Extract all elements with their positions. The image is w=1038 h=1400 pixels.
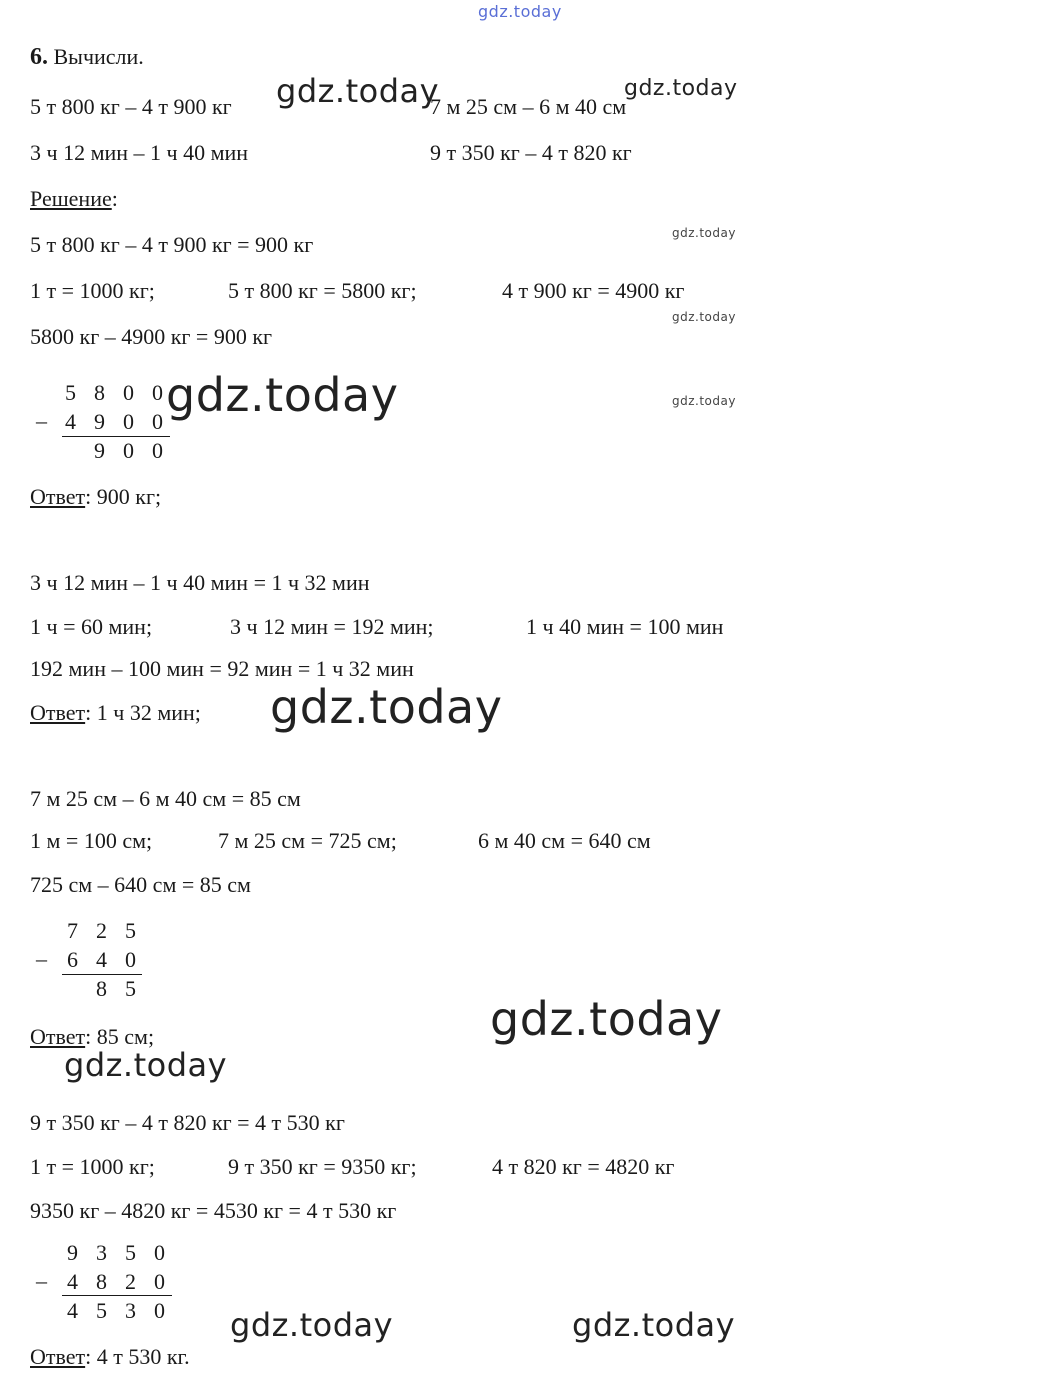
s3-column-subtraction [58,916,145,1003]
watermark-small: gdz.today [672,226,736,240]
s4-conversion-1: 1 т = 1000 кг; [30,1154,155,1179]
s1-col-result: 9 0 0 [94,438,163,463]
answer-label: Ответ [30,700,86,725]
s1-column-subtraction [56,378,172,465]
watermark: gdz.today [572,1306,736,1344]
s4-conversion-3: 4 т 820 кг = 4820 кг [492,1154,675,1179]
watermark-top: gdz.today [478,2,562,21]
s3-conversion-3: 6 м 40 см = 640 см [478,828,651,853]
solution-heading: Решение: [30,186,118,211]
s4-equation: 9 т 350 кг – 4 т 820 кг = 4 т 530 кг [30,1110,345,1135]
s2-conversion-2: 3 ч 12 мин = 192 мин; [230,614,434,639]
s1-conversion-1: 1 т = 1000 кг; [30,278,155,303]
s4-column-subtraction [58,1238,174,1325]
watermark-small: gdz.today [672,394,736,408]
problem-3: 3 ч 12 мин – 1 ч 40 мин [30,140,249,165]
watermark-small: gdz.today [672,310,736,324]
s4-answer: Ответ: 4 т 530 кг. [30,1344,190,1369]
column-rule [62,436,170,437]
answer-label: Ответ [30,484,86,509]
answer-label: Ответ [30,1344,86,1369]
column-rule [62,1295,172,1296]
s3-col-top: 7 2 5 [67,918,136,943]
s4-col-result: 4 5 3 0 [67,1298,165,1323]
task-title: Вычисли. [53,44,144,69]
s3-calculation: 725 см – 640 см = 85 см [30,872,251,897]
s1-conversion-2: 5 т 800 кг = 5800 кг; [228,278,417,303]
watermark-large: gdz.today [166,368,399,422]
column-rule [62,974,142,975]
s3-equation: 7 м 25 см – 6 м 40 см = 85 см [30,786,301,811]
watermark: gdz.today [64,1046,228,1084]
task-number: 6. [30,44,48,70]
watermark-large: gdz.today [270,680,503,734]
s1-answer: Ответ: 900 кг; [30,484,162,509]
watermark: gdz.today [624,76,738,101]
s3-conversion-2: 7 м 25 см = 725 см; [218,828,397,853]
task-heading [30,44,144,70]
watermark: gdz.today [276,72,440,110]
s3-col-subtrahend: 6 4 0 [67,947,136,972]
s2-equation: 3 ч 12 мин – 1 ч 40 мин = 1 ч 32 мин [30,570,370,595]
s1-equation: 5 т 800 кг – 4 т 900 кг = 900 кг [30,232,314,257]
s1-col-subtrahend: 4 9 0 0 [65,409,163,434]
s2-calculation: 192 мин – 100 мин = 92 мин = 1 ч 32 мин [30,656,414,681]
minus-sign: – [36,408,47,433]
s2-answer: Ответ: 1 ч 32 мин; [30,700,201,725]
problem-2: 7 м 25 см – 6 м 40 см [430,94,627,119]
s1-col-top: 5 8 0 0 [65,380,163,405]
s3-col-result: 8 5 [96,976,136,1001]
minus-sign: – [36,946,47,971]
s3-conversion-1: 1 м = 100 см; [30,828,153,853]
s2-conversion-1: 1 ч = 60 мин; [30,614,153,639]
s2-conversion-3: 1 ч 40 мин = 100 мин [526,614,724,639]
s3-answer: Ответ: 85 см; [30,1024,155,1049]
answer-label: Ответ [30,1024,86,1049]
s4-col-subtrahend: 4 8 2 0 [67,1269,165,1294]
problem-1: 5 т 800 кг – 4 т 900 кг [30,94,232,119]
s4-conversion-2: 9 т 350 кг = 9350 кг; [228,1154,417,1179]
s4-calculation: 9350 кг – 4820 кг = 4530 кг = 4 т 530 кг [30,1198,397,1223]
s1-calculation: 5800 кг – 4900 кг = 900 кг [30,324,273,349]
watermark: gdz.today [230,1306,394,1344]
problem-4: 9 т 350 кг – 4 т 820 кг [430,140,632,165]
s4-col-top: 9 3 5 0 [67,1240,165,1265]
watermark-large: gdz.today [490,992,723,1046]
solution-label: Решение [30,186,112,211]
s1-conversion-3: 4 т 900 кг = 4900 кг [502,278,685,303]
minus-sign: – [36,1268,47,1293]
